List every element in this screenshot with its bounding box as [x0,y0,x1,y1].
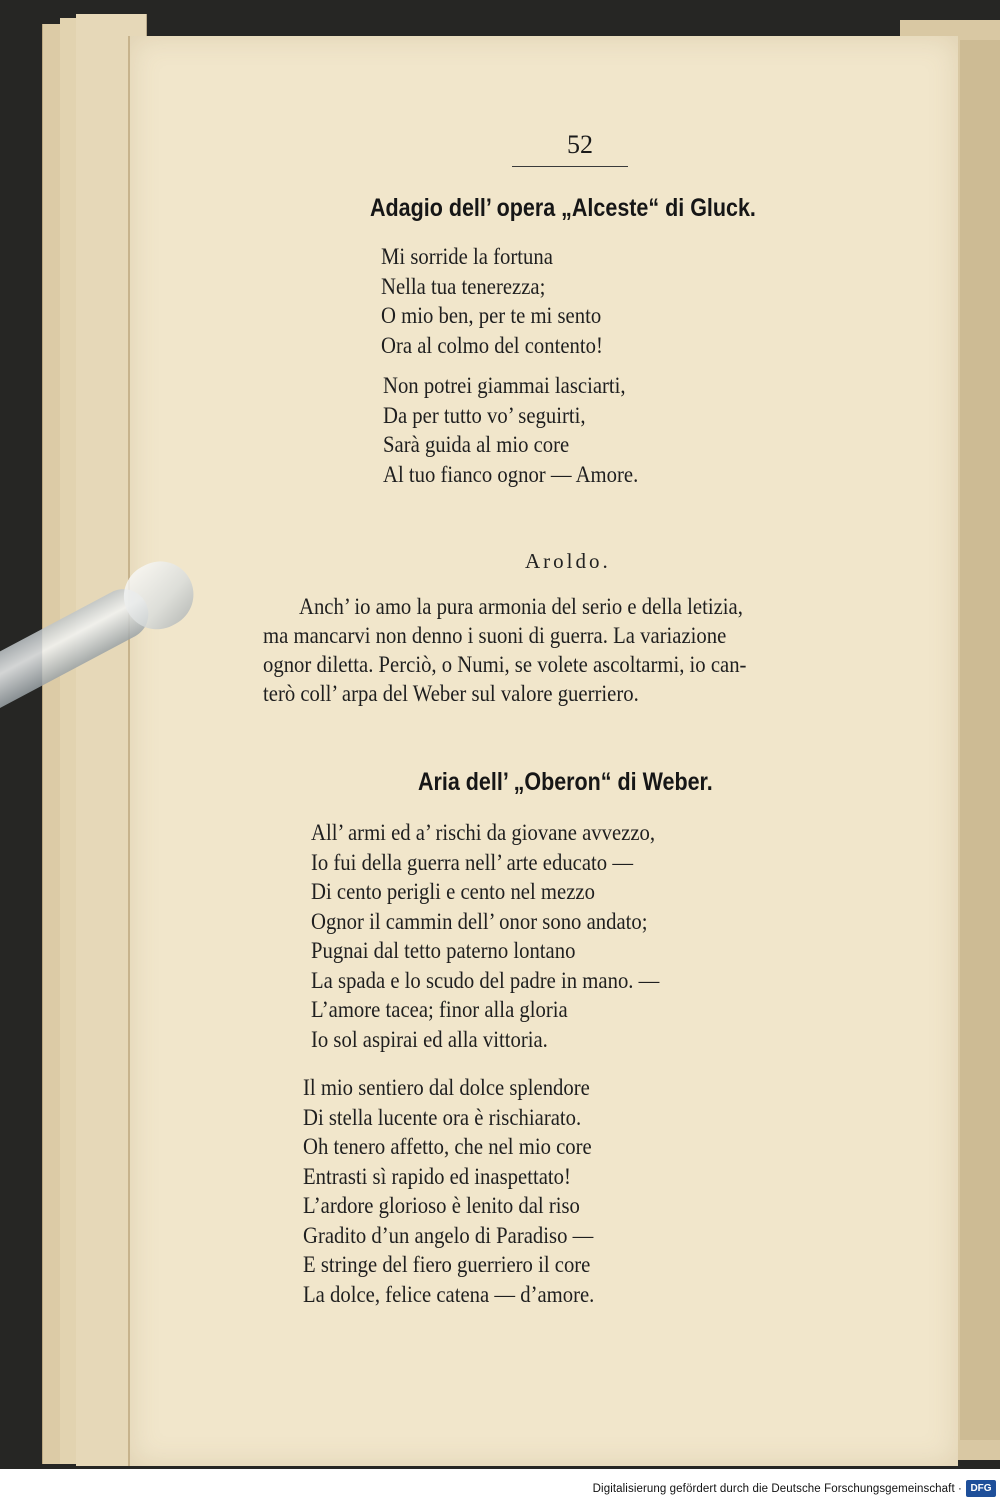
verse-line: L’ardore glorioso è lenito dal riso [303,1193,580,1218]
oberon-title: Aria dell’ „Oberon“ di Weber. [418,768,713,796]
verse-line: Non potrei giammai lasciarti, [383,373,626,398]
verse-line: Oh tenero affetto, che nel mio core [303,1134,592,1159]
verse-line: Entrasti sì rapido ed inaspettato! [303,1163,571,1189]
oberon-stanza-1 [311,818,698,1054]
oberon-stanza-2 [303,1073,627,1309]
verse-line: Di cento perigli e cento nel mezzo [311,879,595,904]
aroldo-title: Aroldo. [525,549,611,573]
prose-line: ma mancarvi non denno i suoni di guerra. La variazione [263,623,727,648]
verse-line: Io sol aspirai ed alla vittoria. [311,1026,548,1052]
verse-line: Di stella lucente ora è rischiarato. [303,1104,582,1130]
verse-line: Da per tutto vo’ seguirti, [383,402,586,428]
verse-line: All’ armi ed a’ rischi da giovane avvezzo, [311,820,656,845]
verse-line: O mio ben, per te mi sento [381,303,602,328]
aroldo-paragraph [263,592,883,708]
verse-line: Al tuo fianco ognor — Amore. [383,461,639,487]
alceste-stanza-2 [383,371,667,489]
page-number-rule [512,166,628,167]
prose-line: terò coll’ arpa del Weber sul valore guerriero. [263,681,639,706]
alceste-stanza-1 [381,242,628,360]
book-page [128,36,958,1466]
prose-line: ognor diletta. Perciò, o Numi, se volete ascoltarmi, io can- [263,652,747,677]
verse-line: Nella tua tenerezza; [381,273,546,299]
verse-line: Pugnai dal tetto paterno lontano [311,938,576,963]
verse-line: La dolce, felice catena — d’amore. [303,1281,595,1307]
verse-line: Sarà guida al mio core [383,432,570,457]
dfg-logo-icon: DFG [966,1480,996,1497]
verse-line: Il mio sentiero dal dolce splendore [303,1075,590,1100]
page-number: 52 [567,130,593,159]
verse-line: Ora al colmo del contento! [381,332,603,358]
verse-line: Gradito d’un angelo di Paradiso — [303,1222,594,1248]
verse-line: Mi sorride la fortuna [381,244,553,269]
verse-line: L’amore tacea; finor alla gloria [311,997,568,1022]
verse-line: E stringe del fiero guerriero il core [303,1252,591,1277]
prose-line: Anch’ io amo la pura armonia del serio e della letizia, [299,594,743,619]
verse-line: Io fui della guerra nell’ arte educato — [311,849,634,875]
verse-line: Ognor il cammin dell’ onor sono andato; [311,908,648,934]
verse-line: La spada e lo scudo del padre in mano. — [311,967,660,993]
footer-credit: Digitalisierung gefördert durch die Deutsche Forschungsgemeinschaft · [592,1483,962,1495]
alceste-title: Adagio dell’ opera „Alceste“ di Gluck. [370,194,756,222]
